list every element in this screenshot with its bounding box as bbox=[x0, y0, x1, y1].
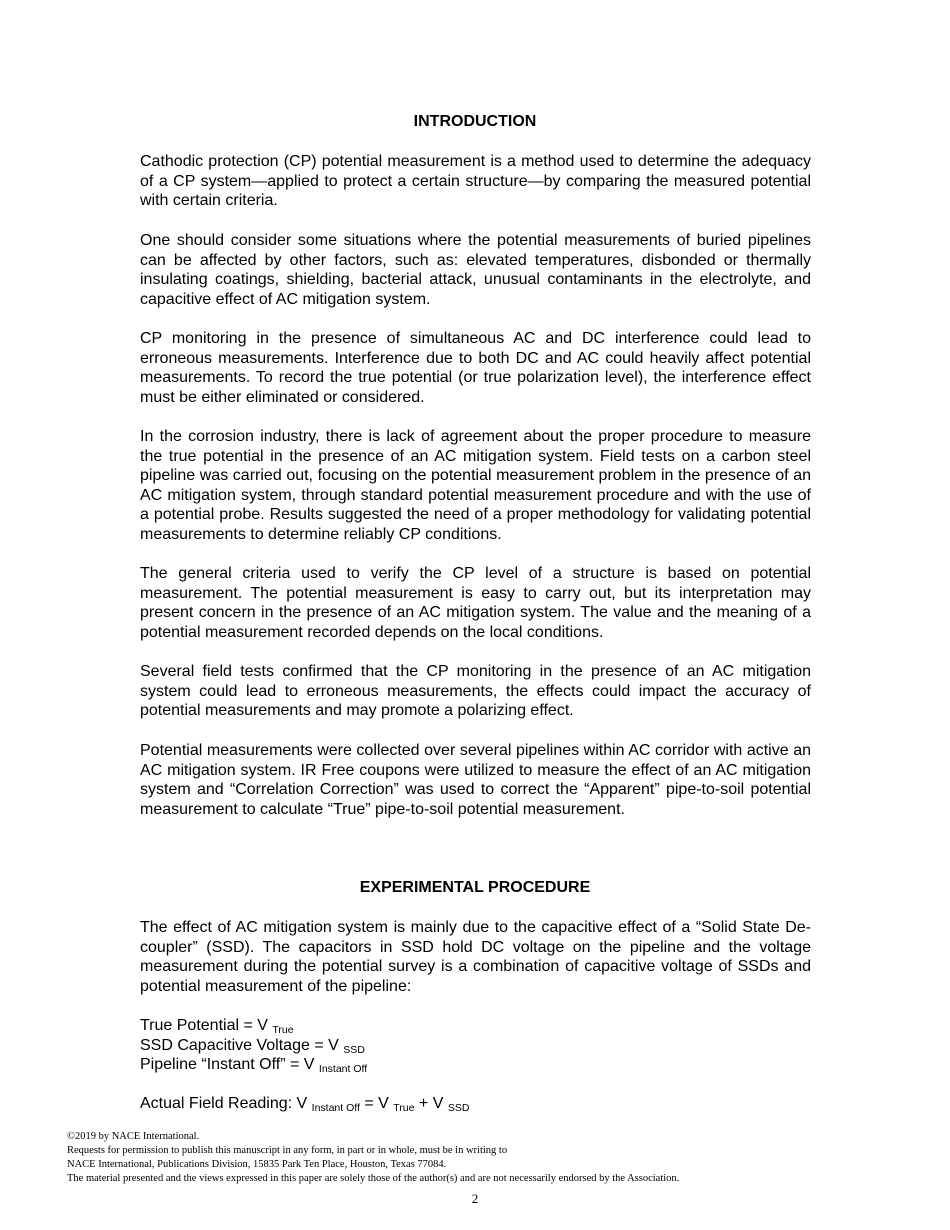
intro-paragraph-2: One should consider some situations where the potential measurements of buried pipelines can be affected by other factors, such as: elevated temperatures, disbonded or thermally insulating coatings, shielding, bacterial attack, unusual contaminants in the electrolyte, and capacitive effect of AC mitigation system. bbox=[140, 232, 811, 308]
equation-subscript: SSD bbox=[343, 1044, 365, 1056]
intro-paragraph-7: Potential measurements were collected over several pipelines within AC corridor with active an AC mitigation system. IR Free coupons were utilized to measure the effect of an AC mitigation system and “Correlation Correction” was used to correct the “Apparent” pipe-to-soil potential measurement to calculate “True” pipe-to-soil potential measurement. bbox=[140, 742, 811, 818]
intro-paragraph-5: The general criteria used to verify the CP level of a structure is based on potential measurement. The potential measurement is easy to carry out, but its interpretation may present concern in the presence of an AC mitigation system. The value and the meaning of a potential measurement recorded depends on the local conditions. bbox=[140, 565, 811, 641]
footer-address-line: NACE International, Publications Division, 15835 Park Ten Place, Houston, Texas 77084. bbox=[67, 1159, 447, 1170]
footer-permission-line: Requests for permission to publish this manuscript in any form, in part or in whole, must be in writing to bbox=[67, 1145, 508, 1156]
equation-subscript: True bbox=[393, 1102, 415, 1114]
equation-label: Pipeline “Instant Off” = V bbox=[140, 1056, 315, 1073]
intro-paragraph-1: Cathodic protection (CP) potential measurement is a method used to determine the adequacy of a CP system—applied to protect a certain structure—by comparing the measured potential with certain criteria. bbox=[140, 153, 811, 210]
equation-ssd-voltage bbox=[140, 1036, 811, 1056]
equation-label: Actual Field Reading: V bbox=[140, 1095, 308, 1112]
equation-actual-field-reading bbox=[140, 1094, 811, 1114]
procedure-paragraph-1: The effect of AC mitigation system is mainly due to the capacitive effect of a “Solid State De-coupler” (SSD). The capacitors in SSD hold DC voltage on the pipeline and the voltage measurement during the potential survey is a combination of capacitive voltage of SSDs and potential measurement of the pipeline: bbox=[140, 919, 811, 995]
footer-copyright: ©2019 by NACE International. bbox=[67, 1131, 200, 1142]
equation-instant-off bbox=[140, 1055, 811, 1075]
experimental-procedure-heading: EXPERIMENTAL PROCEDURE bbox=[359, 879, 591, 896]
equation-operator: + V bbox=[414, 1095, 444, 1112]
intro-paragraph-4: In the corrosion industry, there is lack of agreement about the proper procedure to measure the true potential in the presence of an AC mitigation system. Field tests on a carbon steel pipeline was carried out, focusing on the potential measurement problem in the presence of an AC mitigation system, through standard potential measurement procedure and with the use of a potential probe. Results suggested the need of a proper methodology for validating potential measurements to determine reliably CP conditions. bbox=[140, 428, 811, 543]
equation-subscript: SSD bbox=[447, 1102, 470, 1114]
footer-disclaimer-line: The material presented and the views expressed in this paper are solely those of the author(s) and are not necessarily endorsed by the Association. bbox=[67, 1173, 680, 1184]
equation-operator: = V bbox=[359, 1095, 389, 1112]
equation-subscript: Instant Off bbox=[311, 1102, 360, 1114]
copyright-footer bbox=[67, 1130, 887, 1186]
equation-label: SSD Capacitive Voltage = V bbox=[140, 1037, 339, 1054]
page-number: 2 bbox=[471, 1191, 479, 1206]
introduction-heading: INTRODUCTION bbox=[413, 113, 537, 130]
intro-paragraph-3: CP monitoring in the presence of simultaneous AC and DC interference could lead to erroneous measurements. Interference due to both DC and AC could heavily affect potential measurements. To record the true potential (or true polarization level), the interference effect must be either eliminated or considered. bbox=[140, 330, 811, 406]
intro-paragraph-6: Several field tests confirmed that the CP monitoring in the presence of an AC mitigation system could lead to erroneous measurements, the effects could impact the accuracy of potential measurements and may promote a polarizing effect. bbox=[140, 663, 811, 720]
equation-true-potential bbox=[140, 1016, 811, 1036]
equation-subscript: True bbox=[272, 1024, 294, 1036]
equation-label: True Potential = V bbox=[140, 1017, 268, 1034]
equation-subscript: Instant Off bbox=[318, 1063, 368, 1075]
